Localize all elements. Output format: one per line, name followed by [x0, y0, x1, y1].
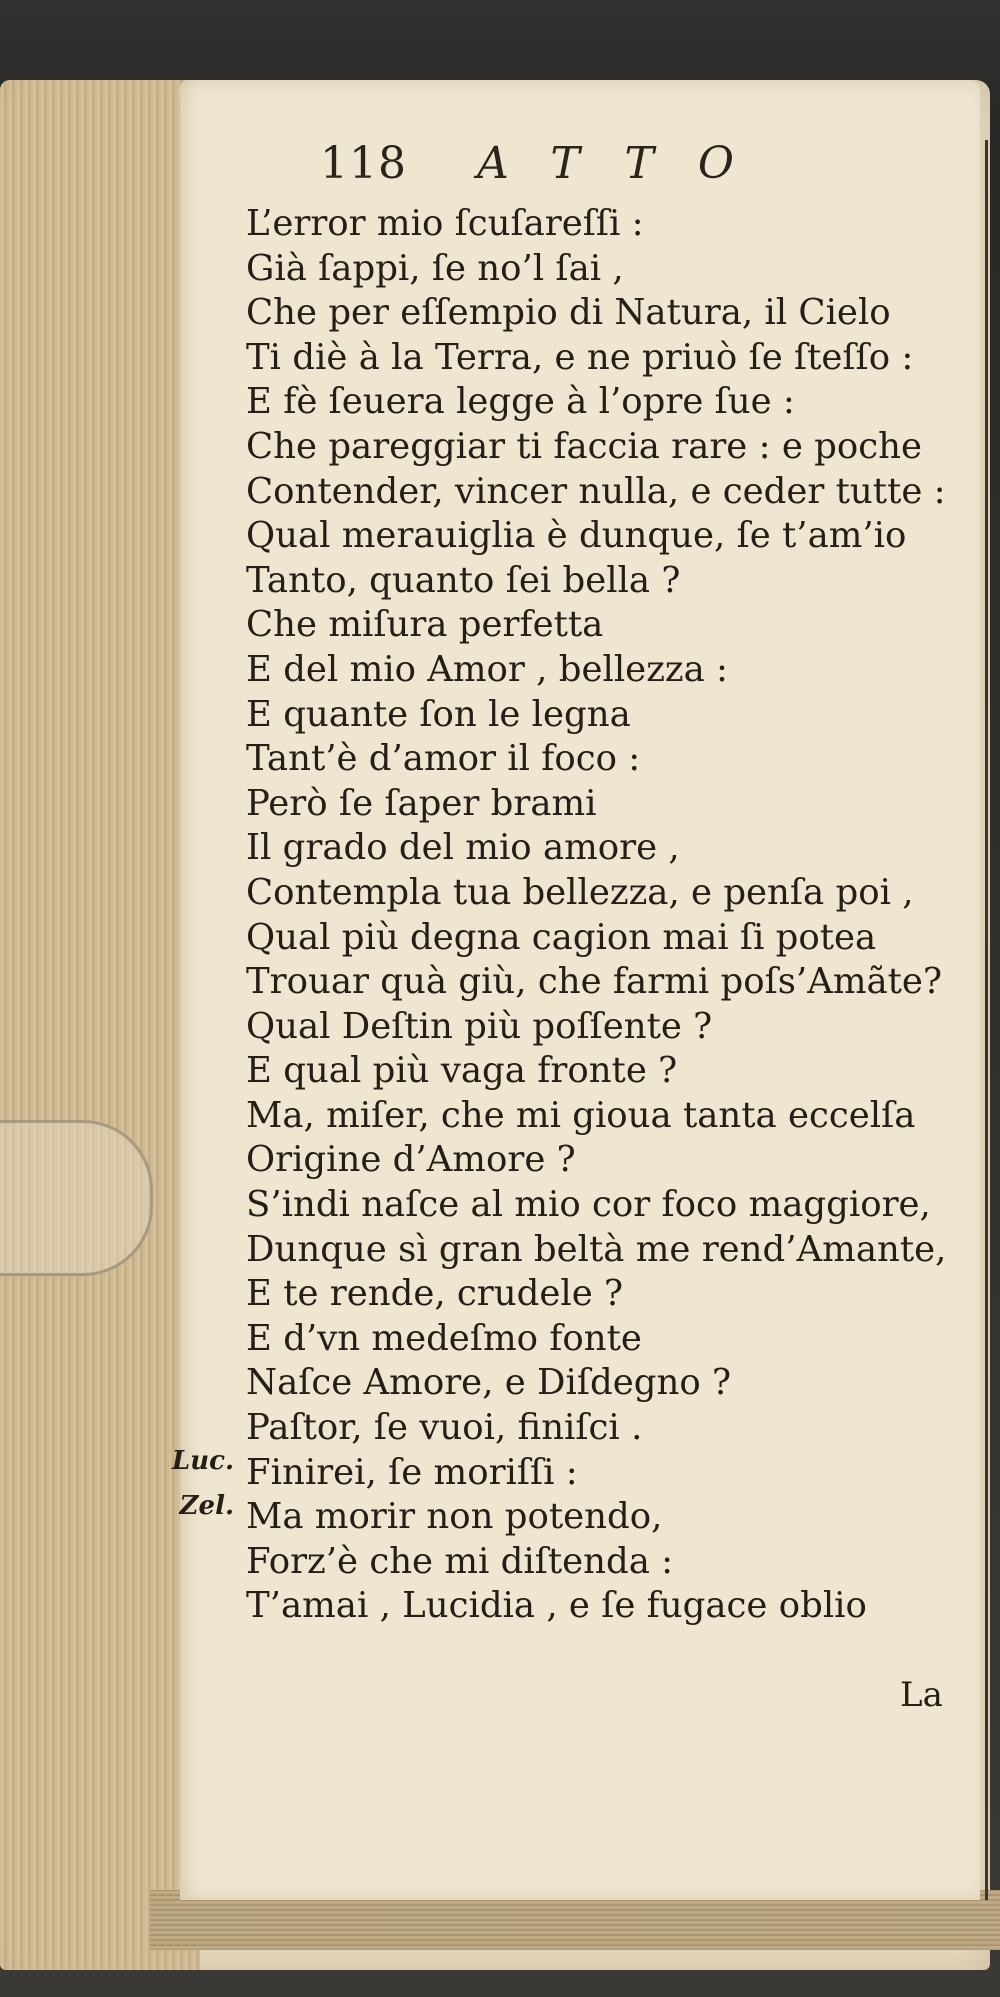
verse-line — [246, 1272, 986, 1317]
verse-line — [246, 603, 986, 648]
verse-line — [246, 782, 986, 827]
running-head: ATTO — [476, 138, 778, 189]
line-text: Che pareggiar ti faccia rare : e poche — [246, 425, 922, 467]
verse-line — [246, 559, 986, 604]
verse-line — [246, 826, 986, 871]
page-header — [320, 138, 778, 198]
line-text: Che miſura perfetta — [246, 604, 604, 646]
verse-line — [246, 871, 986, 916]
verse-line — [246, 291, 986, 336]
line-text: Qual merauiglia è dunque, ſe t’am’io — [246, 515, 907, 557]
verse-line — [246, 247, 986, 292]
line-text: Contender, vincer nulla, e ceder tutte : — [246, 470, 946, 512]
line-text: E d’vn medeſmo fonte — [246, 1317, 642, 1359]
verse-line — [246, 380, 986, 425]
line-text: Naſce Amore, e Diſdegno ? — [246, 1362, 732, 1404]
line-text: Contempla tua bellezza, e penſa poi , — [246, 871, 914, 913]
line-text: S’indi naſce al mio cor foco maggiore, — [246, 1184, 931, 1226]
verse-line — [246, 336, 986, 381]
verse-line — [246, 648, 986, 693]
line-text: Forz’è che mi diſtenda : — [246, 1540, 674, 1582]
verse-line — [246, 1138, 986, 1183]
line-text: Che per eſſempio di Natura, il Cielo — [246, 292, 891, 334]
line-text: Finirei, ſe moriſſi : — [246, 1451, 578, 1493]
line-text: E te rende, crudele ? — [246, 1273, 624, 1315]
line-text: Dunque sì gran beltà me rend’Amante, — [246, 1228, 947, 1270]
line-text: Paſtor, ſe vuoi, finiſci . — [246, 1407, 643, 1449]
line-text: Tant’è d’amor il foco : — [246, 738, 641, 780]
verse-line — [246, 916, 986, 961]
line-text: E quante ſon le legna — [246, 693, 631, 735]
book-clip — [0, 1120, 153, 1276]
verse-line — [246, 1317, 986, 1362]
verse-line — [246, 514, 986, 559]
line-text: Qual più degna cagion mai ſi potea — [246, 916, 877, 958]
page-edges — [0, 80, 200, 1970]
line-text: Trouar quà giù, che farmi poſs’Amãte? — [246, 961, 942, 1003]
verse-line — [246, 737, 986, 782]
line-text: L’error mio ſcuſareſſi : — [246, 203, 644, 244]
line-text: Il grado del mio amore , — [246, 827, 680, 869]
line-text: Già ſappi, ſe no’l ſai , — [246, 247, 624, 289]
verse-line — [246, 425, 986, 470]
line-text: Ti diè à la Terra, e ne priuò ſe ſteſſo : — [246, 336, 914, 378]
verse-line — [246, 1361, 986, 1406]
verse-line — [246, 1495, 986, 1540]
verse-line — [246, 202, 986, 247]
catchword: La — [900, 1675, 943, 1715]
line-text: Tanto, quanto ſei bella ? — [246, 559, 681, 601]
speaker-label: Luc. — [171, 1446, 234, 1477]
line-text: E del mio Amor , bellezza : — [246, 648, 729, 690]
line-text: E fè ſeuera legge à l’opre ſue : — [246, 381, 795, 423]
verse-line — [246, 1094, 986, 1139]
verse-line — [246, 1584, 986, 1629]
line-text: Qual Deſtin più poſſente ? — [246, 1005, 713, 1047]
verse-line — [246, 1049, 986, 1094]
verse-line — [246, 470, 986, 515]
line-text: E qual più vaga fronte ? — [246, 1050, 678, 1092]
verse-text — [171, 202, 986, 1629]
line-text: Ma, miſer, che mi gioua tanta eccelſa — [246, 1094, 916, 1136]
verse-line — [246, 1540, 986, 1585]
speaker-label: Zel. — [179, 1490, 234, 1521]
line-text: Ma morir non potendo, — [246, 1496, 663, 1538]
verse-line — [246, 693, 986, 738]
line-text: Però ſe ſaper brami — [246, 782, 597, 824]
verse-line — [246, 960, 986, 1005]
verse-line — [246, 1228, 986, 1273]
line-text: Origine d’Amore ? — [246, 1139, 576, 1181]
line-text: T’amai , Lucidia , e ſe fugace oblio — [246, 1585, 867, 1627]
verse-line — [246, 1183, 986, 1228]
page-number: 118 — [320, 138, 407, 189]
verse-line — [246, 1005, 986, 1050]
